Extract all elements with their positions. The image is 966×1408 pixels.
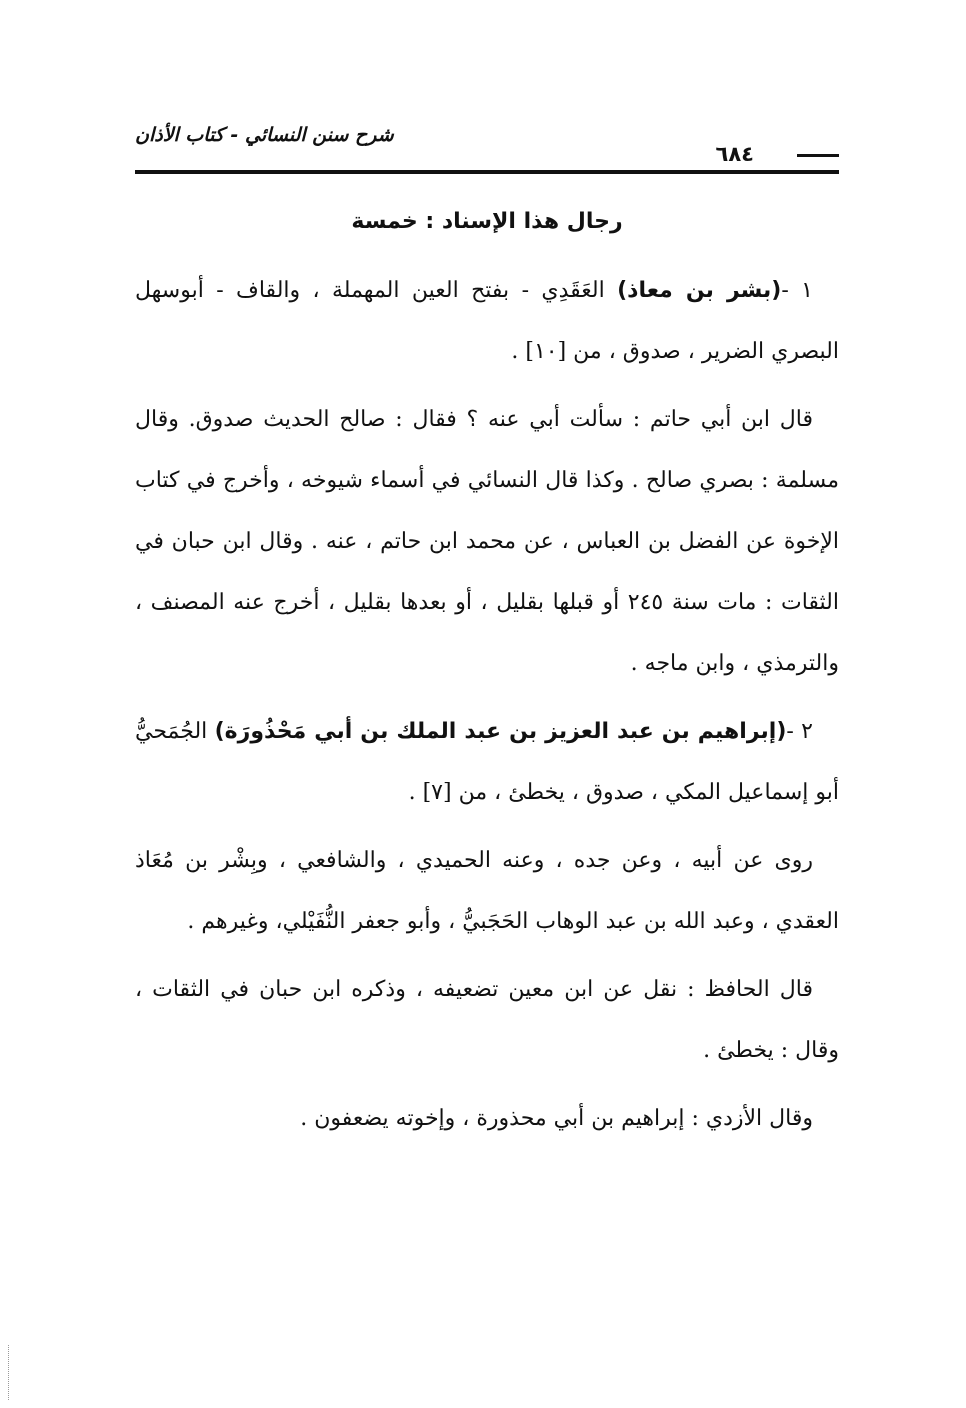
narrator-2-entry (135, 701, 839, 823)
narrator-1-number: ١ - (781, 278, 813, 303)
page-header (135, 118, 839, 170)
narrator-2-paragraph: وقال الأزدي : إبراهيم بن أبي محذورة ، وإخوته يضعفون . (300, 1106, 813, 1131)
scan-margin-mark (8, 1345, 10, 1400)
narrator-1-paragraph: قال ابن أبي حاتم : سألت أبي عنه ؟ فقال : صالح الحديث صدوق. وقال مسلمة : بصري صالح . وكذا قال النسائي في أسماء شيوخه ، وأخرج في كتاب الإخوة عن الفضل بن العباس ، عن محمد ابن حاتم ، عنه . وقال ابن حبان في الثقات : مات سنة ٢٤٥ أو قبلها بقليل ، أو بعدها بقليل ، أخرج عنه المصنف ، والترمذي ، وابن ماجه . (135, 407, 840, 676)
header-rule (135, 170, 839, 174)
section-title: رجال هذا الإسناد : خمسة (351, 209, 623, 234)
narrator-2-description: الجُمَحيُّ أبو إسماعيل المكي ، صدوق ، يخطئ ، من [٧] . (135, 719, 839, 805)
narrator-1-entry (135, 260, 839, 382)
narrator-1-name: (بشر بن معاذ) (617, 278, 782, 303)
page-number-dash (797, 154, 839, 157)
page-body (135, 196, 839, 1156)
narrator-1-description: العَقَدِي - بفتح العين المهملة ، والقاف - أبوسهل البصري الضرير ، صدوق ، من [١٠] . (135, 278, 839, 364)
running-title: شرح سنن النسائي - كتاب الأذان (135, 124, 394, 146)
page-number: ٦٨٤ (715, 142, 754, 166)
narrator-2-paragraph: روى عن أبيه ، وعن جده ، وعنه الحميدي ، والشافعي ، وبِشْر بن مُعَاذ العقدي ، وعبد الله بن عبد الوهاب الحَجَبيُّ ، وأبو جعفر النُّفَيْلي، وغيرهم . (135, 848, 839, 934)
narrator-2-number: ٢ - (786, 719, 813, 744)
narrator-2-name: (إبراهيم بن عبد العزيز بن عبد الملك بن أبي مَحْذُورَة) (214, 719, 787, 744)
narrator-2-paragraph: قال الحافظ : نقل عن ابن معين تضعيفه ، وذكره ابن حبان في الثقات ، وقال : يخطئ . (135, 977, 839, 1063)
